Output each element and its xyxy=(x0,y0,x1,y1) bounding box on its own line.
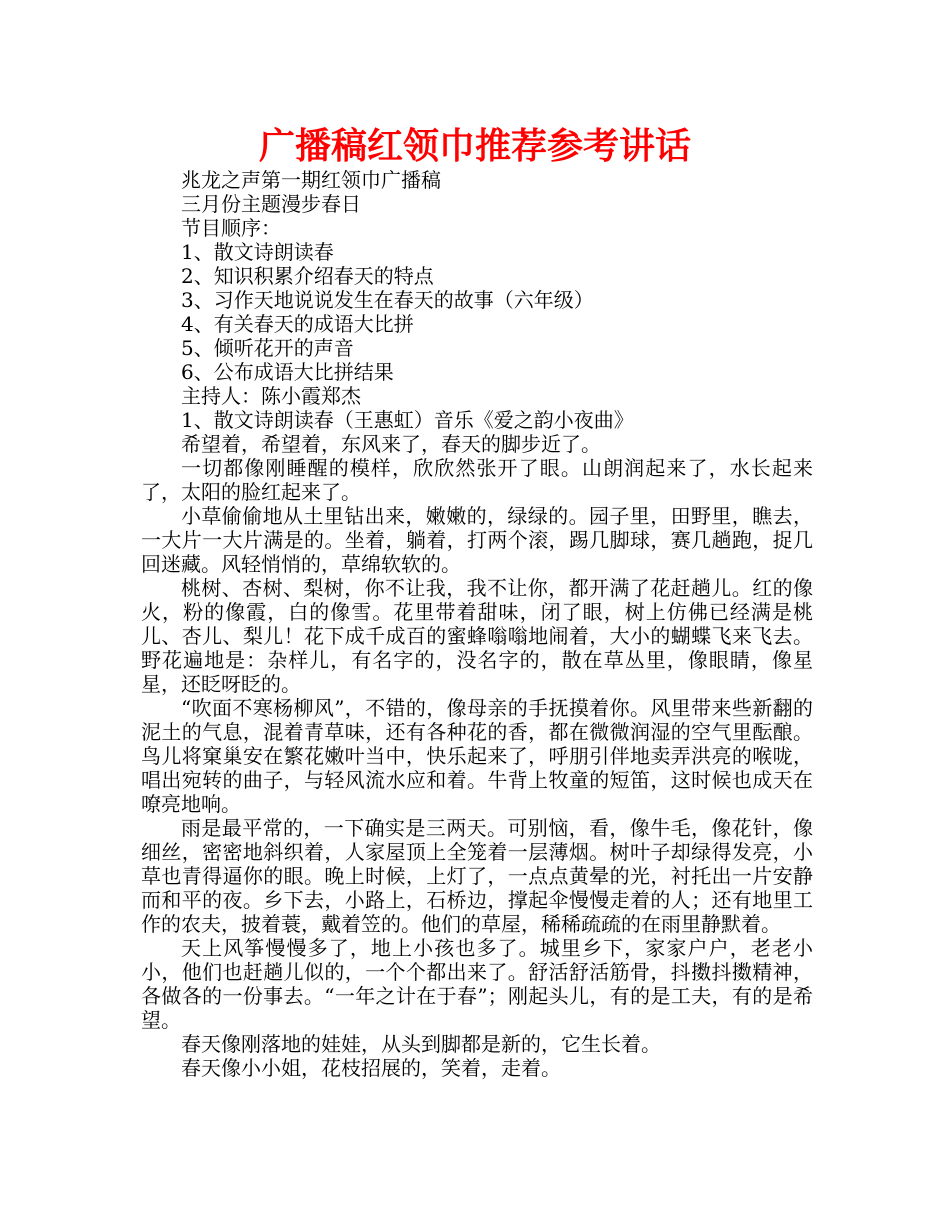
paragraph: 兆龙之声第一期红领巾广播稿 xyxy=(181,168,441,192)
paragraph: 1、散文诗朗读春 xyxy=(181,240,334,264)
paragraph: 1、散文诗朗读春（王惠虹）音乐《爱之韵小夜曲》 xyxy=(181,408,634,432)
paragraph: 6、公布成语大比拼结果 xyxy=(181,360,394,384)
paragraph: 一切都像刚睡醒的模样，欣欣然张开了眼。山朗润起来了，水长起来了，太阳的脸红起来了。 xyxy=(141,456,813,504)
paragraph: 天上风筝慢慢多了，地上小孩也多了。城里乡下，家家户户，老老小小，他们也赶趟儿似的，一个个都出来了。舒活舒活筋骨，抖擞抖擞精神，各做各的一份事去。“一年之计在于春”；刚起头儿，有的是工夫，有的是希望。 xyxy=(141,936,813,1032)
paragraph: 桃树、杏树、梨树，你不让我，我不让你，都开满了花赶趟儿。红的像火，粉的像霞，白的像雪。花里带着甜味，闭了眼，树上仿佛已经满是桃儿、杏儿、梨儿！花下成千成百的蜜蜂嗡嗡地闹着，大小的蝴蝶飞来飞去。野花遍地是：杂样儿，有名字的，没名字的，散在草丛里，像眼睛，像星星，还眨呀眨的。 xyxy=(141,576,813,696)
paragraph: 4、有关春天的成语大比拼 xyxy=(181,312,414,336)
paragraph: 2、知识积累介绍春天的特点 xyxy=(181,264,434,288)
paragraph: 春天像小小姐，花枝招展的，笑着，走着。 xyxy=(181,1056,561,1080)
paragraph: 希望着，希望着，东风来了，春天的脚步近了。 xyxy=(181,432,601,456)
paragraph: 三月份主题漫步春日 xyxy=(181,192,361,216)
paragraph: 春天像刚落地的娃娃，从头到脚都是新的，它生长着。 xyxy=(181,1032,661,1056)
paragraph: 3、习作天地说说发生在春天的故事（六年级） xyxy=(181,288,594,312)
paragraph: “吹面不寒杨柳风”，不错的，像母亲的手抚摸着你。风里带来些新翻的泥土的气息，混着青草味，还有各种花的香，都在微微润湿的空气里酝酿。鸟儿将窠巢安在繁花嫩叶当中，快乐起来了，呼朋引伴地卖弄洪亮的喉咙，唱出宛转的曲子，与轻风流水应和着。牛背上牧童的短笛，这时候也成天在嘹亮地响。 xyxy=(141,696,813,816)
document-title: 广播稿红领巾推荐参考讲话 xyxy=(258,125,691,167)
paragraph: 主持人：陈小霞郑杰 xyxy=(181,384,361,408)
document-body xyxy=(141,168,813,1080)
paragraph: 5、倾听花开的声音 xyxy=(181,336,354,360)
paragraph: 小草偷偷地从土里钻出来，嫩嫩的，绿绿的。园子里，田野里，瞧去，一大片一大片满是的。坐着，躺着，打两个滚，踢几脚球，赛几趟跑，捉几回迷藏。风轻悄悄的，草绵软软的。 xyxy=(141,504,813,576)
paragraph: 节目顺序： xyxy=(181,216,281,240)
paragraph: 雨是最平常的，一下确实是三两天。可别恼，看，像牛毛，像花针，像细丝，密密地斜织着，人家屋顶上全笼着一层薄烟。树叶子却绿得发亮，小草也青得逼你的眼。晚上时候，上灯了，一点点黄晕的光，衬托出一片安静而和平的夜。乡下去，小路上，石桥边，撑起伞慢慢走着的人；还有地里工作的农夫，披着蓑，戴着笠的。他们的草屋，稀稀疏疏的在雨里静默着。 xyxy=(141,816,813,936)
